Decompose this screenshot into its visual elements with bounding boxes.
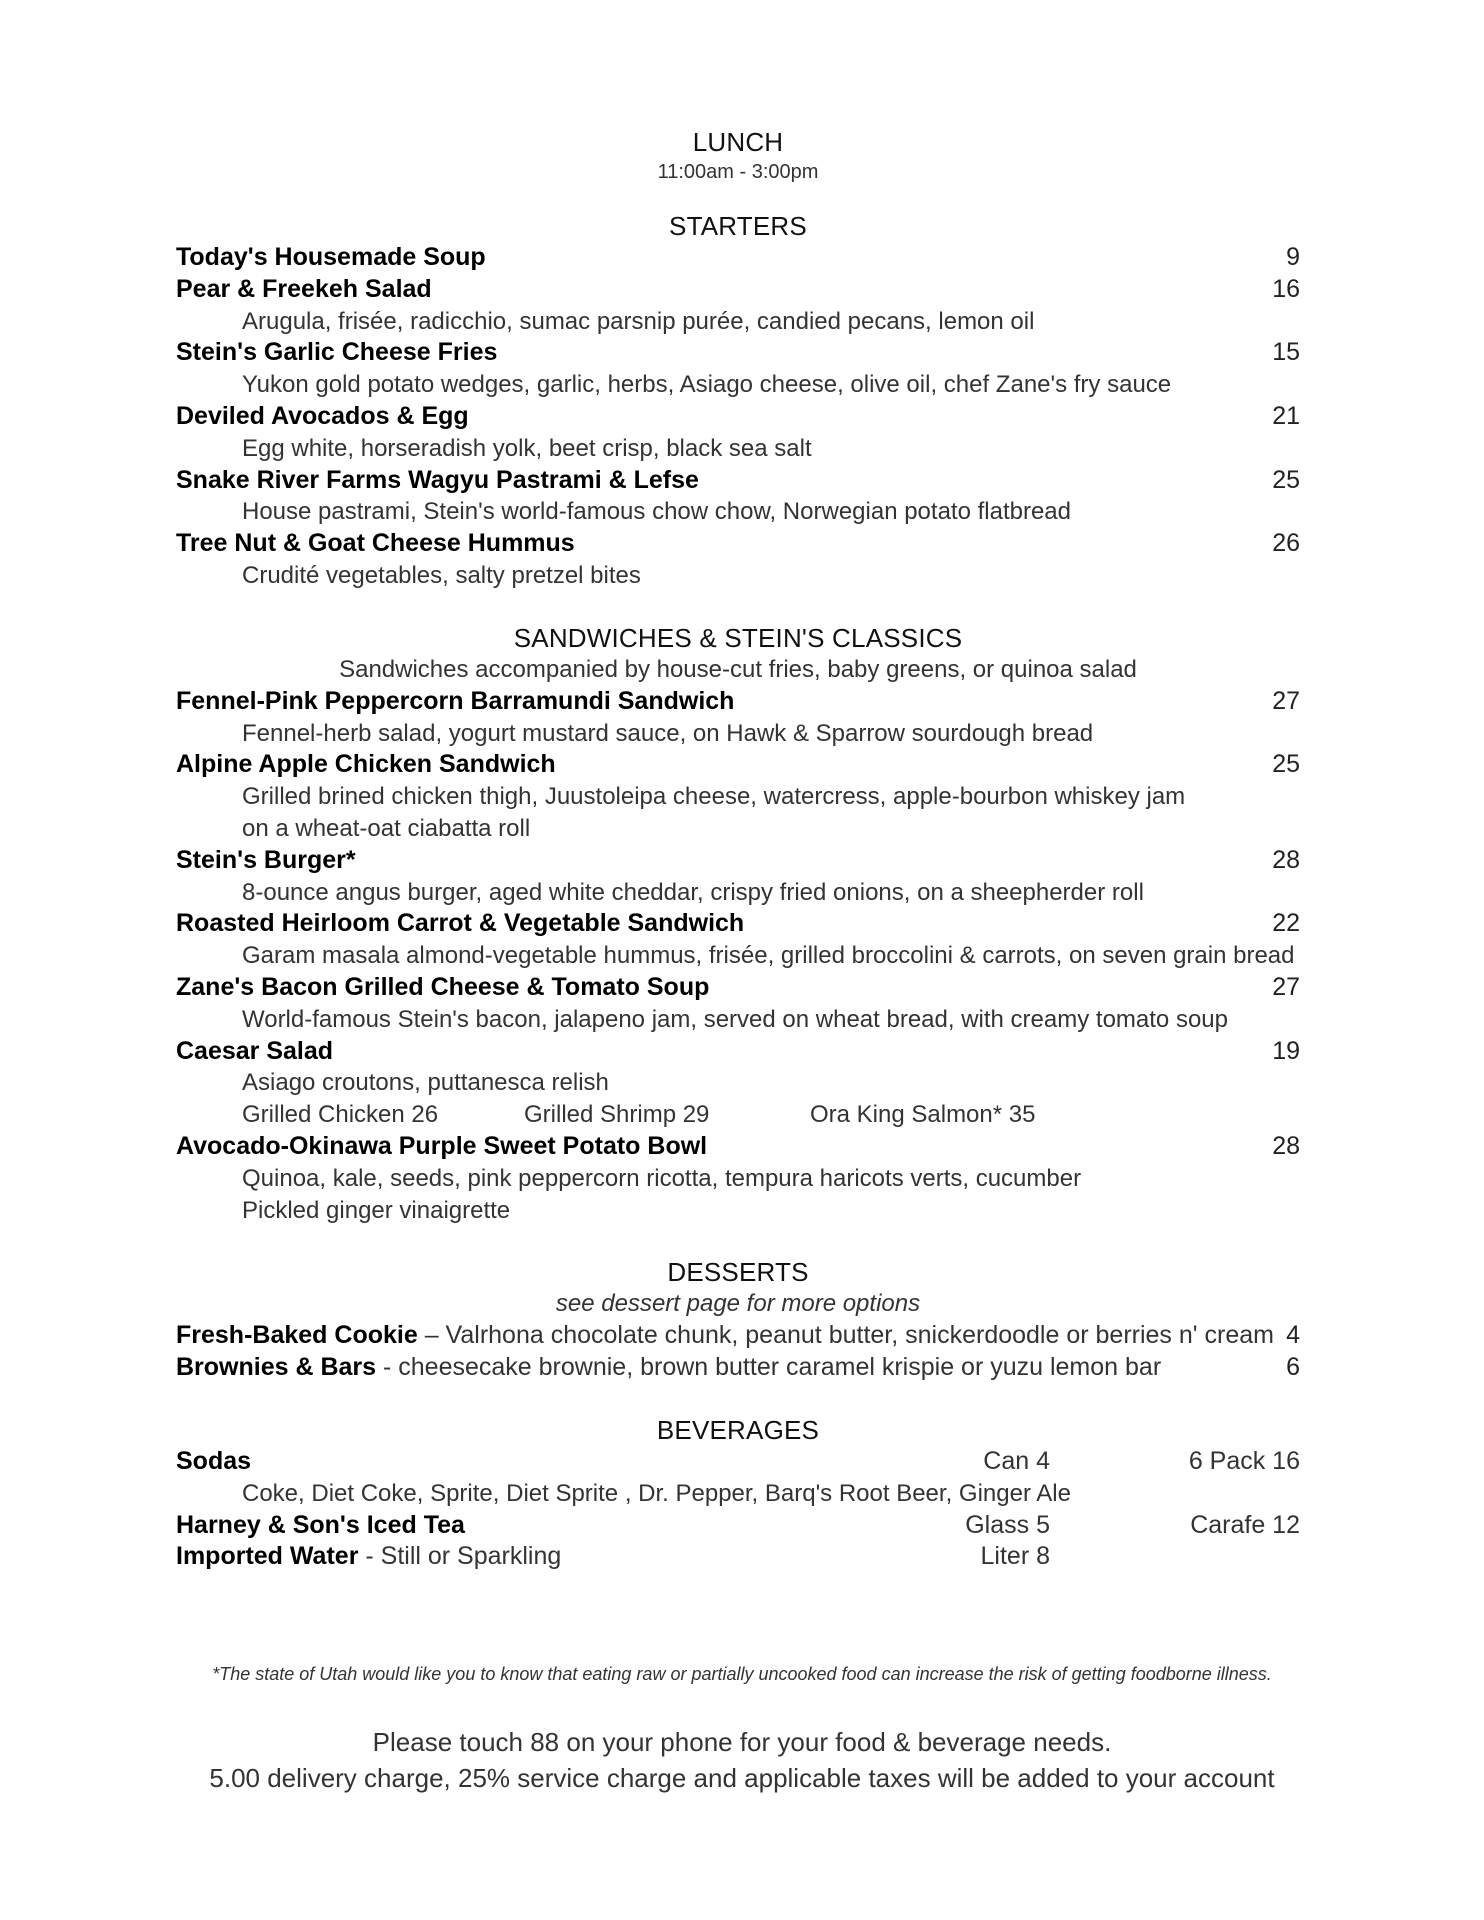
- menu-item-row: [176, 1131, 1300, 1163]
- dessert-name: Fresh-Baked Cookie: [176, 1321, 418, 1350]
- menu-content: [176, 0, 1300, 1573]
- menu-item-description: Crudité vegetables, salty pretzel bites: [242, 561, 641, 589]
- menu-item-price: 25: [1272, 750, 1300, 779]
- starters-heading: STARTERS: [669, 211, 807, 241]
- menu-item-row: [176, 686, 1300, 718]
- menu-item-row: [176, 274, 1300, 306]
- beverage-label: [176, 1510, 900, 1542]
- beverage-price-1: Glass 5: [965, 1510, 1050, 1539]
- menu-item-row: [176, 845, 1300, 877]
- menu-item-row: [176, 749, 1300, 781]
- starters-list: [176, 242, 1300, 592]
- addon-option: Grilled Shrimp 29: [524, 1101, 710, 1129]
- menu-item-addons: [176, 1099, 1300, 1131]
- menu-item-name: Caesar Salad: [176, 1036, 334, 1065]
- menu-item-price: 22: [1272, 909, 1300, 938]
- menu-item-row: [176, 242, 1300, 274]
- menu-item-description: Quinoa, kale, seeds, pink peppercorn ricotta, tempura haricots verts, cucumber: [242, 1164, 1082, 1192]
- menu-item-name: Avocado-Okinawa Purple Sweet Potato Bowl: [176, 1131, 708, 1160]
- menu-title: LUNCH: [692, 127, 784, 157]
- dessert-text: [176, 1352, 1161, 1384]
- dessert-description: – Valrhona chocolate chunk, peanut butter, snickerdoodle or berries n' cream: [417, 1321, 1274, 1350]
- menu-item-row: [176, 337, 1300, 369]
- menu-item-description: House pastrami, Stein's world-famous chow chow, Norwegian potato flatbread: [242, 498, 1071, 526]
- menu-item-description: Yukon gold potato wedges, garlic, herbs, Asiago cheese, olive oil, chef Zane's fry sauce: [242, 371, 1172, 399]
- menu-item-price: 27: [1272, 686, 1300, 715]
- beverage-label: [176, 1541, 900, 1573]
- menu-item-description: Grilled brined chicken thigh, Juustoleipa cheese, watercress, apple-bourbon whiskey jam: [242, 783, 1186, 811]
- beverage-label: [176, 1446, 900, 1478]
- menu-item-description: Egg white, horseradish yolk, beet crisp, black sea salt: [242, 434, 812, 462]
- menu-item-row: [176, 908, 1300, 940]
- dessert-row: [176, 1352, 1300, 1384]
- menu-item-row: [176, 401, 1300, 433]
- menu-item-price: 25: [1272, 465, 1300, 494]
- menu-item-name: Roasted Heirloom Carrot & Vegetable Sandwich: [176, 909, 745, 938]
- beverage-row: [176, 1510, 1300, 1542]
- menu-item-row: [176, 1036, 1300, 1068]
- dessert-price: 6: [1286, 1353, 1300, 1382]
- sandwiches-heading: SANDWICHES & STEIN'S CLASSICS: [513, 622, 963, 653]
- menu-item-name: Deviled Avocados & Egg: [176, 401, 469, 430]
- menu-item-name: Tree Nut & Goat Cheese Hummus: [176, 529, 575, 558]
- menu-hours: 11:00am - 3:00pm: [657, 161, 819, 183]
- beverage-description: Coke, Diet Coke, Sprite, Diet Sprite , Dr. Pepper, Barq's Root Beer, Ginger Ale: [242, 1479, 1071, 1507]
- menu-item-description: on a wheat-oat ciabatta roll: [242, 814, 531, 842]
- menu-item-description: Arugula, frisée, radicchio, sumac parsnip purée, candied pecans, lemon oil: [242, 307, 1035, 335]
- food-safety-disclaimer: *The state of Utah would like you to know that eating raw or partially uncooked food can increase the risk of getting foodborne illness.: [212, 1664, 1272, 1684]
- menu-item-price: 26: [1272, 529, 1300, 558]
- dessert-name: Brownies & Bars: [176, 1353, 377, 1382]
- beverages-list: [176, 1446, 1300, 1573]
- menu-item-description: World-famous Stein's bacon, jalapeno jam, served on wheat bread, with creamy tomato soup: [242, 1005, 1228, 1033]
- dessert-description: - cheesecake brownie, brown butter caramel krispie or yuzu lemon bar: [376, 1353, 1162, 1382]
- beverages-heading: BEVERAGES: [656, 1414, 820, 1445]
- beverage-price-2: 6 Pack 16: [1188, 1446, 1300, 1475]
- beverage-name: Imported Water: [176, 1542, 359, 1571]
- footer-line-2: 5.00 delivery charge, 25% service charge and applicable taxes will be added to your account: [209, 1763, 1275, 1793]
- menu-item-price: 21: [1272, 401, 1300, 430]
- menu-item-name: Zane's Bacon Grilled Cheese & Tomato Soup: [176, 972, 710, 1001]
- menu-item-name: Pear & Freekeh Salad: [176, 274, 432, 303]
- menu-item-name: Fennel-Pink Peppercorn Barramundi Sandwich: [176, 686, 735, 715]
- menu-item-description: Fennel-herb salad, yogurt mustard sauce, on Hawk & Sparrow sourdough bread: [242, 719, 1094, 747]
- dessert-text: [176, 1320, 1274, 1352]
- menu-item-name: Today's Housemade Soup: [176, 243, 486, 271]
- beverage-row: [176, 1446, 1300, 1478]
- menu-item-description: 8-ounce angus burger, aged white cheddar, crispy fried onions, on a sheepherder roll: [242, 878, 1144, 906]
- dessert-price: 4: [1286, 1321, 1300, 1350]
- menu-item-row: [176, 972, 1300, 1004]
- menu-item-price: 27: [1272, 972, 1300, 1001]
- footer-line-1: Please touch 88 on your phone for your food & beverage needs.: [372, 1727, 1112, 1757]
- menu-item-row: [176, 465, 1300, 497]
- menu-item-name: Alpine Apple Chicken Sandwich: [176, 750, 556, 779]
- sandwiches-list: [176, 686, 1300, 1227]
- beverage-price-1: Liter 8: [980, 1542, 1050, 1571]
- menu-item-price: 28: [1272, 1131, 1300, 1160]
- menu-item-description: Garam masala almond-vegetable hummus, frisée, grilled broccolini & carrots, on seven grain bread: [242, 942, 1295, 970]
- menu-item-row: [176, 528, 1300, 560]
- menu-item-price: 28: [1272, 845, 1300, 874]
- menu-item-price: 9: [1286, 243, 1300, 271]
- beverage-name: Sodas: [176, 1446, 252, 1475]
- menu-item-name: Snake River Farms Wagyu Pastrami & Lefse: [176, 465, 699, 494]
- menu-item-price: 15: [1272, 338, 1300, 367]
- addon-option: Ora King Salmon* 35: [810, 1101, 1036, 1129]
- menu-item-description: Pickled ginger vinaigrette: [242, 1196, 511, 1224]
- addon-option: Grilled Chicken 26: [242, 1101, 439, 1129]
- desserts-list: [176, 1320, 1300, 1384]
- menu-item-price: 19: [1272, 1036, 1300, 1065]
- menu-item-price: 16: [1272, 274, 1300, 303]
- beverage-price-1: Can 4: [983, 1446, 1050, 1475]
- menu-footer: [0, 1724, 1484, 1796]
- menu-item-name: Stein's Burger*: [176, 845, 356, 874]
- sandwiches-subtitle: Sandwiches accompanied by house-cut fries, baby greens, or quinoa salad: [339, 655, 1137, 683]
- beverage-name: Harney & Son's Iced Tea: [176, 1510, 465, 1539]
- desserts-subtitle: see dessert page for more options: [555, 1290, 921, 1318]
- beverage-inline-description: - Still or Sparkling: [358, 1542, 562, 1571]
- beverage-row: [176, 1541, 1300, 1573]
- menu-item-name: Stein's Garlic Cheese Fries: [176, 338, 498, 367]
- desserts-heading: DESSERTS: [667, 1257, 809, 1288]
- beverage-price-2: Carafe 12: [1190, 1510, 1300, 1539]
- menu-item-description: Asiago croutons, puttanesca relish: [242, 1069, 609, 1097]
- dessert-row: [176, 1320, 1300, 1352]
